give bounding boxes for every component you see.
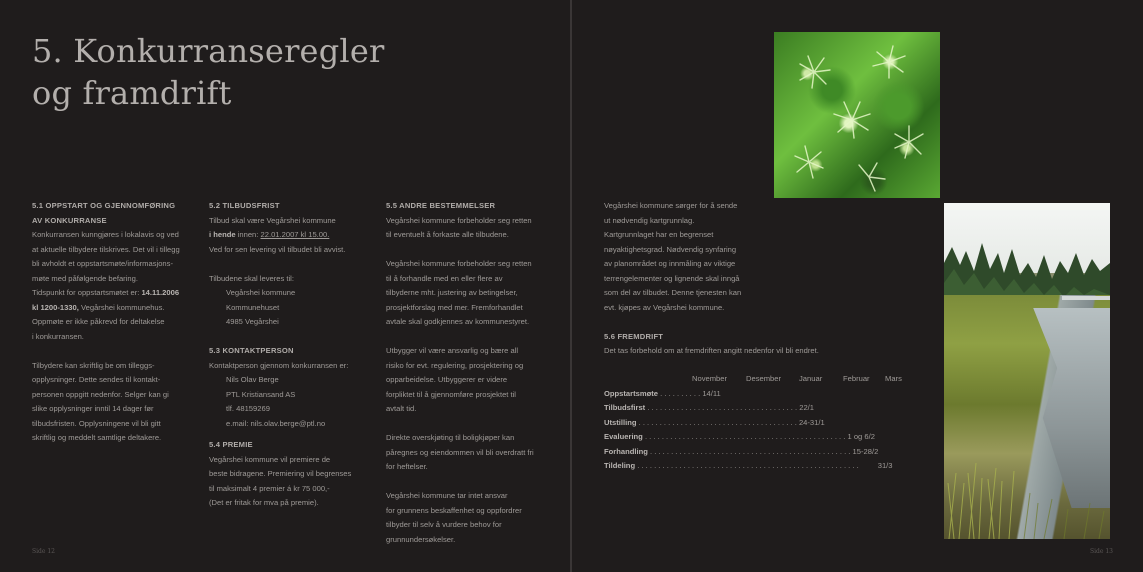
schedule-label: Forhandling xyxy=(604,446,648,456)
page-number-right: Side 13 xyxy=(1090,548,1113,555)
heading-5-2: 5.2 TILBUDSFRIST xyxy=(209,201,280,210)
schedule-row xyxy=(604,430,924,445)
schedule-leader: . . . . . . . . . . . . . . . . . . . . . . . . . . . . . . . . . . . . . . . . . . . . . . . . xyxy=(647,446,853,456)
paragraph-line: i konkurransen. xyxy=(32,331,84,341)
paragraph-line: avtalt tid. xyxy=(386,404,417,413)
paragraph-line: slike opplysninger inntil 14 dager før xyxy=(32,404,154,413)
left-page xyxy=(0,0,570,572)
paragraph-line: Tilbudene skal leveres til: xyxy=(209,273,294,283)
paragraph-line: terrengelementer og lignende skal inngå xyxy=(604,273,740,283)
heading-5-1-cont: AV KONKURRANSE xyxy=(32,215,107,225)
paragraph-line: til maksimalt 4 premier á kr 75 000,- xyxy=(209,483,330,493)
paragraph-line: til å forhandle med en eller flere av xyxy=(386,273,503,283)
paragraph-line: Oppmøte er ikke påkrevd for deltakelse xyxy=(32,317,165,326)
paragraph-line: beste bidragene. Premiering vil begrenses xyxy=(209,469,352,478)
schedule-value: 24-31/1 xyxy=(798,417,825,427)
title-line-1: 5. Konkurranseregler xyxy=(32,32,385,70)
paragraph-line: avtale skal godkjennes av kommunestyret. xyxy=(386,317,530,326)
schedule-value: 15-28/2 xyxy=(852,446,879,456)
paragraph-line: Ved for sen levering vil tilbudet bli avvist. xyxy=(209,244,346,254)
paragraph-line: som del av tilbudet. Denne tjenesten kan xyxy=(604,288,742,297)
column-5-5 xyxy=(386,199,562,547)
paragraph-line xyxy=(32,301,192,316)
heading-5-5: 5.5 ANDRE BESTEMMELSER xyxy=(386,201,496,210)
paragraph-line: skriftlig og meddelt samtlige deltakere. xyxy=(32,433,162,442)
month-november: November xyxy=(692,374,728,383)
schedule-label: Tildeling xyxy=(604,461,636,470)
address-line: Vegårshei kommune xyxy=(226,288,296,297)
paragraph-line: Utbygger vil være ansvarlig og bære all xyxy=(386,346,519,355)
paragraph-line: Kartgrunnlaget har en begrenset xyxy=(604,230,714,239)
deadline-date: 22.01.2007 kl 15.00. xyxy=(260,230,330,239)
address-line: 4985 Vegårshei xyxy=(226,317,279,326)
schedule-label: Evaluering xyxy=(604,432,643,441)
paragraph-line: bli avholdt et oppstartsmøte/informasjons- xyxy=(32,259,173,268)
paragraph-line: opplysninger. Dette sendes til kontakt- xyxy=(32,375,161,384)
paragraph-line: Kontaktperson gjennom konkurransen er: xyxy=(209,360,349,370)
paragraph-line: Tilbydere kan skriftlig be om tilleggs- xyxy=(32,360,155,370)
paragraph-line: opparbeidelse. Utbyggerer er videre xyxy=(386,375,508,384)
schedule-row xyxy=(604,387,924,402)
heading-5-1: 5.1 OPPSTART OG GJENNOMFØRING xyxy=(32,201,176,210)
schedule-value: 14/11 xyxy=(702,388,721,398)
schedule-value: 22/1 xyxy=(799,403,815,412)
column-right-intro xyxy=(604,199,834,359)
paragraph-line: ut nødvendig kartgrunnlag. xyxy=(604,215,695,225)
paragraph-line: Vegårshei kommune sørger for å sende xyxy=(604,201,738,210)
schedule-leader: . . . . . . . . . . xyxy=(658,388,703,398)
contact-line: tlf. 48159269 xyxy=(226,404,270,413)
schedule-label: Oppstartsmøte xyxy=(604,388,659,398)
schedule-leader: . . . . . . . . . . . . . . . . . . . . . . . . . . . . . . . . . . . . . . . . . . . . . . . . xyxy=(642,432,848,441)
schedule-label: Utstilling xyxy=(604,417,637,427)
schedule-row xyxy=(604,459,924,474)
page-number-left: Side 12 xyxy=(32,548,55,555)
paragraph-line xyxy=(209,228,379,243)
schedule-value: 1 og 6/2 xyxy=(847,432,875,441)
paragraph-line: Vegårshei kommune forbeholder seg retten xyxy=(386,215,532,225)
paragraph-line: tilbyder til selv å vurdere behov for xyxy=(386,520,502,529)
paragraph-line: at aktuelle tilbydere tilskrives. Det vil i tillegg xyxy=(32,244,180,254)
paragraph-line: til eventuelt å forkaste alle tilbudene. xyxy=(386,230,509,239)
tidspunkt-label: Tidspunkt for oppstartsmøtet er: xyxy=(32,288,142,297)
i-hende: i hende xyxy=(209,230,236,239)
paragraph-line: tilbudsfristen. Opplysningene vil bli gitt xyxy=(32,418,161,428)
paragraph-line: personen oppgitt nedenfor. Selger kan gi xyxy=(32,389,169,399)
schedule-row xyxy=(604,401,924,416)
address-line: Kommunehuset xyxy=(226,302,280,312)
paragraph-line: risiko for evt. regulering, prosjektering og xyxy=(386,360,524,370)
meeting-date: 14.11.2006 xyxy=(141,288,180,297)
fremdrift-schedule xyxy=(604,372,924,474)
month-december: Desember xyxy=(746,374,782,383)
paragraph-line: for grunnens beskaffenhet og oppfordrer xyxy=(386,505,522,515)
paragraph-line: prosjektforslag med mer. Fremforhandlet xyxy=(386,302,523,312)
paragraph-line: evt. kjøpes av Vegårshei kommune. xyxy=(604,302,725,312)
contact-line: PTL Kristiansand AS xyxy=(226,389,296,399)
month-january: Januar xyxy=(799,374,823,383)
lake-landscape-photo xyxy=(944,203,1110,539)
paragraph-line: for heftelser. xyxy=(386,462,428,471)
paragraph-line: nøyaktighetsgrad. Nødvendig synfaring xyxy=(604,244,737,254)
column-5-2 xyxy=(209,199,379,511)
paragraph-line: forpliktet til å gjennomføre prosjektet til xyxy=(386,389,516,399)
month-february: Februar xyxy=(843,374,870,383)
months-header xyxy=(604,372,924,387)
paragraph-line: grunnundersøkelser. xyxy=(386,534,456,544)
contact-email: e.mail: nils.olav.berge@ptl.no xyxy=(226,418,326,428)
paragraph-line: Direkte overskjøting til boligkjøper kan xyxy=(386,433,515,442)
schedule-leader: . . . . . . . . . . . . . . . . . . . . . . . . . . . . . . . . . . . . . . . . . . . . . . . . . . . . . xyxy=(635,461,878,470)
paragraph-line: (Det er fritak for mva på premie). xyxy=(209,498,319,507)
column-5-1 xyxy=(32,199,192,446)
schedule-label: Tilbudsfirst xyxy=(604,403,646,412)
meeting-place: Vegårshei kommunehus. xyxy=(78,302,165,312)
paragraph-line: Vegårshei kommune tar intet ansvar xyxy=(386,491,508,500)
month-march: Mars xyxy=(885,374,902,383)
paragraph-line: Det tas forbehold om at fremdriften angitt nedenfor vil bli endret. xyxy=(604,346,819,355)
page-title xyxy=(32,30,384,114)
paragraph-line: Tilbud skal være Vegårshei kommune xyxy=(209,215,336,225)
paragraph-line: påregnes og eiendommen vil bli overdratt fri xyxy=(386,447,534,457)
innen: innen: xyxy=(235,230,261,239)
meeting-time: kl 1200-1330, xyxy=(32,302,79,312)
paragraph-line: tilbyderne mht. justering av betingelser, xyxy=(386,288,518,297)
moss-photo xyxy=(774,32,940,198)
heading-5-6: 5.6 FREMDRIFT xyxy=(604,331,664,341)
heading-5-4: 5.4 PREMIE xyxy=(209,440,253,449)
paragraph-line xyxy=(32,286,192,301)
schedule-leader: . . . . . . . . . . . . . . . . . . . . . . . . . . . . . . . . . . . . . . xyxy=(636,417,799,427)
title-line-2: og framdrift xyxy=(32,74,232,112)
paragraph-line: Vegårshei kommune forbeholder seg retten xyxy=(386,259,532,268)
schedule-row xyxy=(604,445,924,460)
paragraph-line: Konkurransen kunngjøres i lokalavis og ved xyxy=(32,230,179,239)
paragraph-line: Vegårshei kommune vil premiere de xyxy=(209,454,331,464)
contact-line: Nils Olav Berge xyxy=(226,375,279,384)
schedule-row xyxy=(604,416,924,431)
schedule-value: 31/3 xyxy=(877,461,893,470)
heading-5-3: 5.3 KONTAKTPERSON xyxy=(209,346,294,355)
schedule-leader: . . . . . . . . . . . . . . . . . . . . . . . . . . . . . . . . . . . . xyxy=(645,403,800,412)
paragraph-line: møte med påfølgende befaring. xyxy=(32,273,138,283)
paragraph-line: av planområdet og innmåling av viktige xyxy=(604,259,736,268)
